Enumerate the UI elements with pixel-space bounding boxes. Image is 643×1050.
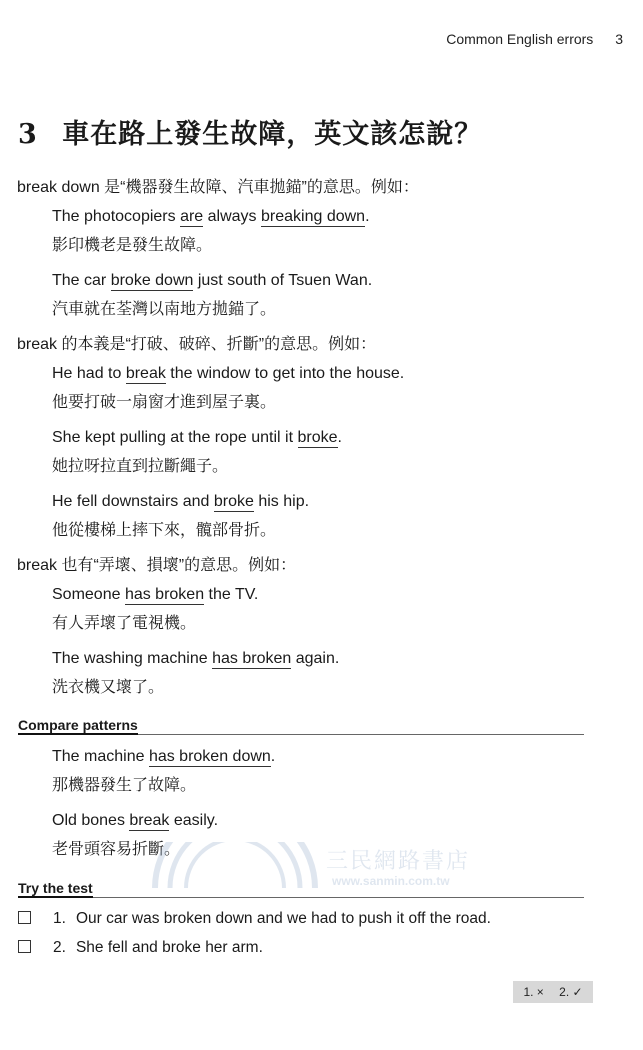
header-title: Common English errors [446,31,594,47]
section-number: 3 [18,119,38,150]
watermark-text: 三民網路書店 [326,849,471,874]
example-zh: 汽車就在荃灣以南地方拋錨了。 [52,301,277,318]
example-en: Someone has broken the TV. [52,586,259,603]
intro-line: break down 是“機器發生故障、汽車拋錨”的意思。例如： [17,179,419,196]
answer-2: 2. ✓ [559,985,583,999]
intro-line: break 的本義是“打破、破碎、折斷”的意思。例如： [17,336,377,353]
running-header [446,31,623,47]
test-checkbox[interactable] [18,940,31,953]
example-zh: 老骨頭容易折斷。 [52,841,181,858]
example-zh: 洗衣機又壞了。 [52,679,165,696]
example-zh: 有人弄壞了電視機。 [52,615,197,632]
intro-line: break 也有“弄壞、損壞”的意思。例如： [17,557,297,574]
answer-key [513,981,593,1003]
example-zh: 他從樓梯上摔下來，髖部骨折。 [52,522,277,539]
example-zh: 影印機老是發生故障。 [52,237,213,254]
test-item: 1. Our car was broken down and we had to push it off the road. [18,909,491,929]
example-en: Old bones break easily. [52,812,219,829]
test-checkbox[interactable] [18,911,31,924]
test-item: 2. She fell and broke her arm. [18,938,263,958]
page-number: 3 [615,31,623,47]
compare-heading: Compare patterns [18,717,584,735]
example-en: The photocopiers are always breaking down. [52,208,370,225]
test-heading: Try the test [18,880,584,898]
example-zh: 他要打破一扇窗才進到屋子裏。 [52,394,277,411]
answer-1: 1. × [523,985,544,999]
section-title [18,112,482,151]
example-en: He fell downstairs and broke his hip. [52,493,310,510]
watermark-url: www.sanmin.com.tw [332,874,450,888]
example-zh: 那機器發生了故障。 [52,777,197,794]
example-en: He had to break the window to get into the house. [52,365,405,382]
example-en: The car broke down just south of Tsuen Wan. [52,272,373,289]
example-en: The machine has broken down. [52,748,276,765]
section-title-text: 車在路上發生故障，英文該怎說？ [62,119,483,150]
example-en: The washing machine has broken again. [52,650,340,667]
example-zh: 她拉呀拉直到拉斷繩子。 [52,458,229,475]
example-en: She kept pulling at the rope until it broke. [52,429,342,446]
